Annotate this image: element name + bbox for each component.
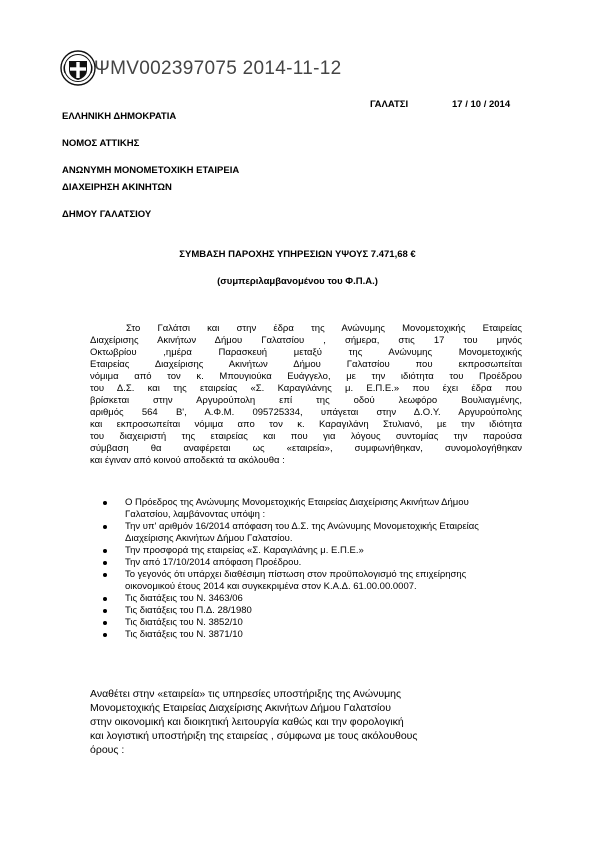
issuer-line: ΑΝΩΝΥΜΗ ΜΟΝΟΜΕΤΟΧΙΚΗ ΕΤΑΙΡΕΙΑ bbox=[62, 165, 240, 176]
list-item: Τις διατάξεις του Π.Δ. 28/1980 bbox=[93, 605, 513, 617]
list-item: Την υπ' αριθμόν 16/2014 απόφαση του Δ.Σ. της Ανώνυμης Μονομετοχικής Εταιρείας Διαχείρισης Ακινήτων Δήμου Γαλατσίου. bbox=[93, 521, 513, 545]
list-item: Το γεγονός ότι υπάρχει διαθέσιμη πίστωση στον προϋπολογισμό της επιχείρησης οικονομικού έτους 2014 και συγκεκριμένα στον Κ.Α.Δ. 61.00.00.0007. bbox=[93, 569, 513, 593]
intro-line: Οκτωβρίου ,ημέρα Παρασκευή μεταξύ της Ανώνυμης Μονομετοχικής bbox=[90, 347, 522, 358]
hellenic-republic-seal-icon bbox=[60, 50, 96, 86]
place: ΓΑΛΑΤΣΙ bbox=[370, 99, 409, 110]
intro-line: σύμβαση θα αναφέρεται ως «εταιρεία», συμφωνήθηκαν, συνομολογήθηκαν bbox=[90, 443, 522, 454]
intro-line: βρίσκεται στην Αργυρούπολη επί της οδού λεωφόρο Βουλιαγμένης, bbox=[90, 395, 522, 406]
contract-subtitle: (συμπεριλαμβανομένου του Φ.Π.Α.) bbox=[217, 276, 378, 287]
assignment-paragraph bbox=[90, 687, 530, 757]
contract-title: ΣΥΜΒΑΣΗ ΠΑΡΟΧΗΣ ΥΠΗΡΕΣΙΩΝ ΥΨΟΥΣ 7.471,68 € bbox=[179, 249, 416, 260]
intro-line: Διαχείρισης Ακινήτων Δήμου Γαλατσίου , σήμερα, στις 17 του μηνός bbox=[90, 335, 522, 346]
list-item: Τις διατάξεις του Ν. 3463/06 bbox=[93, 593, 513, 605]
list-item: Την από 17/10/2014 απόφαση Προέδρου. bbox=[93, 557, 513, 569]
list-item: Τις διατάξεις του Ν. 3852/10 bbox=[93, 617, 513, 629]
intro-line: του διαχειριστή της εταιρείας και που για λόγους συντομίας την παρούσα bbox=[90, 431, 522, 442]
intro-line: και έγιναν από κοινού αποδεκτά τα ακόλουθα : bbox=[90, 455, 285, 466]
issuer-line: ΝΟΜΟΣ ΑΤΤΙΚΗΣ bbox=[62, 138, 140, 149]
closing-line: Αναθέτει στην «εταιρεία» τις υπηρεσίες υποστήριξης της Ανώνυμης bbox=[90, 688, 402, 700]
diavgeia-id-stamp: ΨΜV002397075 2014-11-12 bbox=[94, 58, 342, 79]
intro-line: αριθμός 564 Β', Α.Φ.Μ. 095725334, υπάγεται στην Δ.Ο.Υ. Αργυρούπολης bbox=[90, 407, 522, 418]
closing-line: Μονομετοχικής Εταιρείας Διαχείρισης Ακινήτων Δήμου Γαλατσίου bbox=[90, 702, 391, 714]
intro-line: Στο Γαλάτσι και στην έδρα της Ανώνυμης Μονομετοχικής Εταιρείας bbox=[126, 323, 522, 334]
list-item: Ο Πρόεδρος της Ανώνυμης Μονομετοχικής Εταιρείας Διαχείρισης Ακινήτων Δήμου Γαλατσίου, λαμβάνοντας υπόψη : bbox=[93, 497, 513, 521]
closing-line: και λογιστική υποστήριξη της εταιρείας , σύμφωνα με τους ακόλουθους bbox=[90, 730, 418, 742]
intro-line: Εταιρείας Διαχείρισης Ακινήτων Δήμου Γαλατσίου που εκπροσωπείται bbox=[90, 359, 522, 370]
closing-line: όρους : bbox=[90, 744, 125, 756]
issuer-line: ΔΗΜΟΥ ΓΑΛΑΤΣΙΟΥ bbox=[62, 209, 152, 220]
intro-paragraph bbox=[90, 323, 522, 467]
issuer-line: ΔΙΑΧΕΙΡΗΣΗ ΑΚΙΝΗΤΩΝ bbox=[62, 182, 172, 193]
list-item: Τις διατάξεις του Ν. 3871/10 bbox=[93, 629, 513, 641]
considerations-list bbox=[93, 497, 513, 641]
intro-line: και εκπροσωπείται νόμιμα απο τον κ. Καραγιλάνη Στυλιανό, με την ιδιότητα bbox=[90, 419, 522, 430]
list-item: Την προσφορά της εταιρείας «Σ. Καραγιλάνης μ. Ε.Π.Ε.» bbox=[93, 545, 513, 557]
date: 17 / 10 / 2014 bbox=[452, 99, 511, 110]
intro-line: νόμιμα από τον κ. Μπουγιούκα Ευάγγελο, με την ιδιότητα του Προέδρου bbox=[90, 371, 522, 382]
issuer-line: ΕΛΛΗΝΙΚΗ ΔΗΜΟΚΡΑΤΙΑ bbox=[62, 111, 177, 122]
closing-line: στην οικονομική και διοικητική λειτουργία καθώς και την φορολογική bbox=[90, 716, 404, 728]
intro-line: του Δ.Σ. και της εταιρείας «Σ. Καραγιλάνης μ. Ε.Π.Ε.» που έχει έδρα που bbox=[90, 383, 522, 394]
